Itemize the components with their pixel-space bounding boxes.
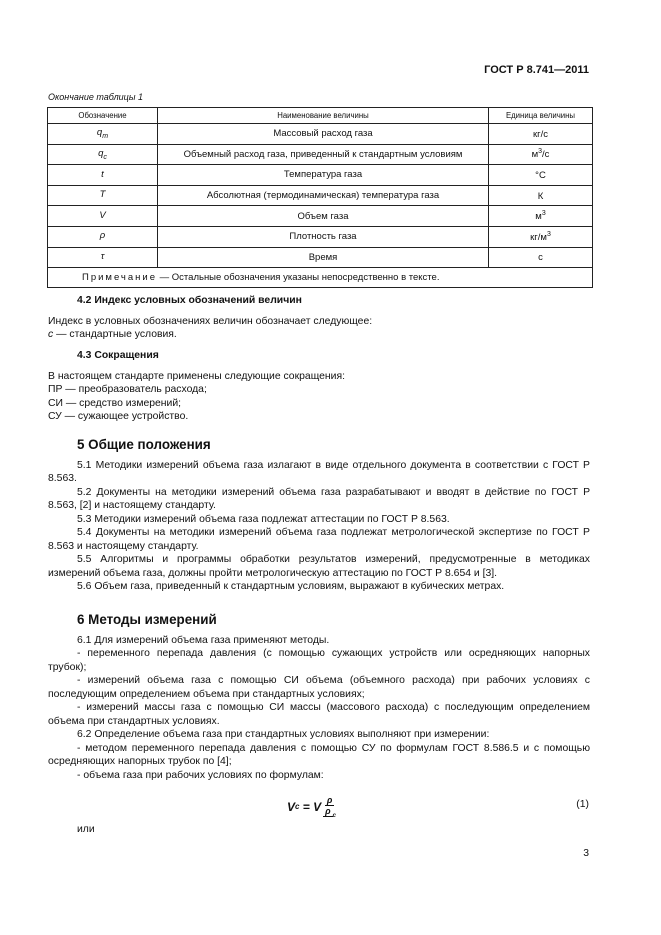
symbol-cell: ρ [48, 226, 158, 247]
paragraph: - переменного перепада давления (с помощью сужающих устройств или осредняющих напорных трубок); [48, 648, 590, 673]
formula-fraction [323, 795, 336, 819]
table-row [48, 226, 593, 247]
section-heading: 4.3 Сокращения [77, 350, 159, 361]
unit-cell: с [489, 247, 593, 268]
table-header-row [48, 108, 593, 124]
unit-cell: К [489, 185, 593, 206]
section-5 [48, 438, 590, 594]
table-row [48, 124, 593, 145]
paragraph: 5.6 Объем газа, приведенный к стандартным условиям, выражают в кубических метрах. [77, 581, 505, 592]
symbol-cell: $q_m$ [48, 124, 158, 145]
table-row [48, 165, 593, 186]
table-row [48, 206, 593, 227]
section-4-2 [48, 294, 590, 342]
note-label: Примечание [82, 272, 157, 284]
paragraph: 5.2 Документы на методики измерений объема газа разрабатывают и вводят в действие по ГОСТ Р 8.563, [2] и настоящему стандарту. [48, 486, 590, 511]
table-row [48, 144, 593, 165]
formula-lhs-sub: c [295, 802, 300, 812]
formula-expression [287, 795, 336, 819]
name-cell: Плотность газа [158, 226, 489, 247]
paragraph: 5.3 Методики измерений объема газа подлежат аттестации по ГОСТ Р 8.563. [77, 513, 450, 525]
name-cell: Время [158, 247, 489, 268]
paragraph: ПР — преобразователь расхода; [48, 384, 207, 395]
formula-1 [0, 795, 661, 825]
column-header: Единица величины [489, 108, 593, 124]
name-cell: Абсолютная (термодинамическая) температура газа [158, 185, 489, 206]
paragraph: - измерений объема газа с помощью СИ объема (объемного расхода) при рабочих условиях с последующим определением объема при стандартных условиях; [48, 675, 590, 700]
paragraph: В настоящем стандарте применены следующие сокращения: [48, 370, 345, 382]
table-note-row [48, 268, 593, 288]
name-cell: Температура газа [158, 165, 489, 186]
table-row [48, 185, 593, 206]
paragraph: СУ — сужающее устройство. [48, 411, 189, 422]
paragraph: 5.5 Алгоритмы и программы обработки результатов измерений, предусмотренные в методиках измерений объема газа, должны пройти метрологическую аттестацию по ГОСТ Р 8.654 и [3]. [48, 554, 590, 579]
symbol-cell: t [48, 165, 158, 186]
name-cell: Объем газа [158, 206, 489, 227]
formula-equals: = [299, 799, 314, 814]
formula-number: (1) [576, 799, 589, 810]
paragraph: - измерений массы газа с помощью СИ массы (массового расхода) с последующим определением объема при стандартных условиях. [48, 702, 590, 727]
table-note [48, 268, 593, 288]
paragraph: Индекс в условных обозначениях величин обозначает следующее: [48, 315, 373, 327]
unit-cell: °С [489, 165, 593, 186]
paragraph: или [77, 824, 95, 835]
paragraph: - объема газа при рабочих условиях по формулам: [77, 769, 324, 781]
formula-den-sub: c [332, 812, 336, 819]
symbol-cell: τ [48, 247, 158, 268]
paragraph [48, 328, 590, 342]
symbol-cell: T [48, 185, 158, 206]
index-text: — стандартные условия. [53, 329, 177, 340]
formula-denominator [323, 806, 336, 819]
paragraph: 6.2 Определение объема газа при стандартных условиях выполняют при измерении: [77, 729, 490, 740]
formula-v: V [313, 799, 322, 814]
index-symbol: с [48, 329, 54, 340]
formula-lhs: V [287, 799, 296, 814]
paragraph: 6.1 Для измерений объема газа применяют методы. [77, 634, 330, 646]
symbol-cell: $q_c$ [48, 144, 158, 165]
note-text: — Остальные обозначения указаны непосредственно в тексте. [157, 272, 440, 284]
name-cell: Объемный расход газа, приведенный к стандартным условиям [158, 144, 489, 165]
formula-numerator: ρ [326, 795, 333, 805]
section-heading: 5 Общие положения [77, 437, 211, 452]
unit-cell: кг/с [489, 124, 593, 145]
section-heading: 6 Методы измерений [77, 612, 217, 627]
unit-cell: $м^3$ [489, 206, 593, 227]
section-4-3 [48, 349, 590, 424]
column-header: Обозначение [48, 108, 158, 124]
table-caption: Окончание таблицы 1 [48, 92, 143, 102]
section-heading: 4.2 Индекс условных обозначений величин [77, 295, 302, 306]
page-number: 3 [583, 848, 589, 859]
paragraph: СИ — средство измерений; [48, 397, 182, 409]
paragraph: 5.1 Методики измерений объема газа излагают в виде отдельного документа в соответствии с ГОСТ Р 8.563. [48, 459, 590, 484]
unit-cell: $кг/м^3$ [489, 226, 593, 247]
paragraph: - методом переменного перепада давления с помощью СУ по формулам ГОСТ 8.586.5 и с помощью осредняющих напорных трубок по [4]; [48, 742, 590, 767]
section-6 [48, 613, 590, 782]
symbol-cell: V [48, 206, 158, 227]
name-cell: Массовый расход газа [158, 124, 489, 145]
column-header: Наименование величины [158, 108, 489, 124]
document-header: ГОСТ Р 8.741—2011 [484, 64, 589, 76]
table-row [48, 247, 593, 268]
formula-den-symbol: ρ [325, 806, 331, 816]
symbols-table [47, 107, 593, 288]
paragraph: 5.4 Документы на методики измерений объема газа подлежат метрологической экспертизе по ГОСТ Р 8.563 и настоящему стандарту. [48, 527, 590, 552]
unit-cell: $м^3/с$ [489, 144, 593, 165]
